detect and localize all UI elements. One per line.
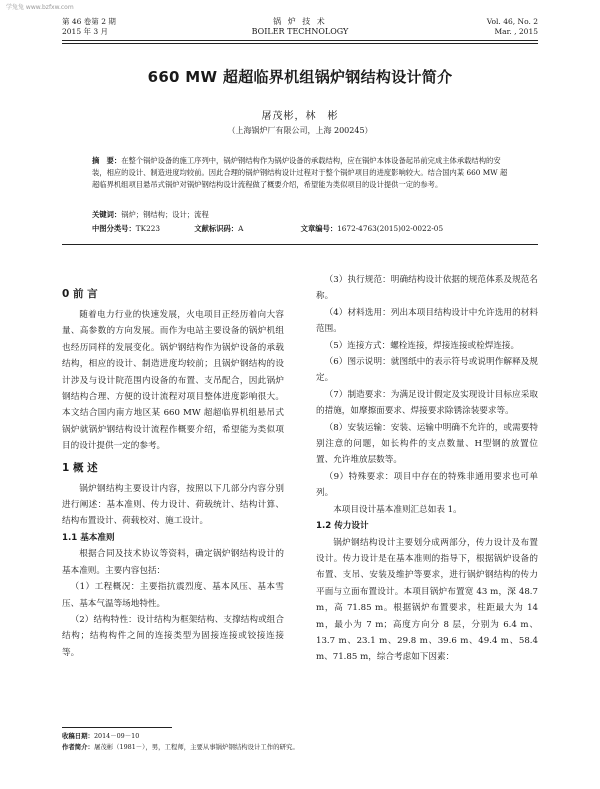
abstract-separator-rule xyxy=(62,244,538,245)
paragraph: 本项目设计基本准则汇总如表 1。 xyxy=(333,504,462,515)
issue-date: 2015 年 3 月 xyxy=(62,27,109,36)
author-bio: 屠茂彬（1981－），男，工程师，主要从事锅炉钢结构设计工作的研究。 xyxy=(93,743,299,751)
list-item: （5）连接方式：螺栓连接，焊接连接或栓焊连接。 xyxy=(324,340,520,351)
paragraph: 锅炉钢结构主要设计内容，按照以下几部分内容分别进行阐述：基本准则、传力设计、荷载统计、结构计算、结构布置设计、荷载校对、施工设计。 xyxy=(62,483,284,527)
paper-authors: 屠茂彬，林 彬 xyxy=(261,111,339,122)
journal-name-en: BOILER TECHNOLOGY xyxy=(251,27,349,36)
abstract-text: 在整个锅炉设备的施工序列中，锅炉钢结构作为锅炉设备的承载结构，应在锅炉本体设备起吊前完成主体承载结构的安装，相应的设计、制造进度均较前。因此合理的锅炉钢结构设计过程对于整个锅炉项目的进度影响较大。结合国内某 660 MW 超超临界机组项目悬吊式锅炉对锅炉钢结构设计流程做了概要介绍，希望能为类似项目的设计提供一定的参考。 xyxy=(92,156,508,190)
article-number-value: 1672-4763(2015)02-0022-05 xyxy=(337,224,444,233)
issue-date-en: Mar. , 2015 xyxy=(494,27,538,36)
received-date: 2014－09－10 xyxy=(93,732,140,740)
list-item: （7）制造要求：为满足设计假定及实现设计目标应采取的措施，如摩擦面要求、焊接要求除锈涂装要求等。 xyxy=(316,389,538,417)
abstract-label: 摘 要： xyxy=(92,156,122,165)
paper-title: 660 MW 超超临界机组锅炉钢结构设计简介 xyxy=(147,68,453,86)
doc-code-value: A xyxy=(238,224,244,233)
body-column-left xyxy=(62,281,284,661)
clc-label: 中图分类号： xyxy=(92,224,136,233)
footnote xyxy=(62,731,299,753)
body-column-right xyxy=(316,272,538,666)
volume-issue-en: Vol. 46, No. 2 xyxy=(486,17,538,26)
doc-code-label: 文献标识码： xyxy=(194,224,239,233)
clc-value: TK223 xyxy=(135,224,161,233)
header-rule-top xyxy=(62,40,538,41)
author-bio-label: 作者简介： xyxy=(62,743,94,751)
subsection-heading: 1.1 基本准则 xyxy=(62,532,115,543)
list-item: （1）工程概况：主要指抗震烈度、基本风压、基本雪压、基本气温等场地特性。 xyxy=(62,582,284,609)
header-rule-bottom xyxy=(62,43,538,44)
footnote-rule xyxy=(62,727,172,728)
list-item: （8）安装运输：安装、运输中明确不允许的，或需要特别注意的问题，如长构件的支点数量、H型钢的放置位置、允许堆放层数等。 xyxy=(316,422,538,466)
journal-volume-info-en xyxy=(487,17,538,37)
keywords xyxy=(92,210,209,220)
abstract xyxy=(92,155,512,192)
list-item: （6）图示说明：就图纸中的表示符号或说明作解释及规定。 xyxy=(316,357,538,384)
list-item: （2）结构特性：设计结构为框架结构、支撑结构或组合结构；结构构件之间的连接类型为固接连接或铰接连接等。 xyxy=(62,614,284,658)
paragraph: 锅炉钢结构设计主要划分成两部分，传力设计及布置设计。传力设计是在基本准则的指导下，根据锅炉设备的布置、支吊、安装及维护等要求，进行锅炉钢结构的传力平面与立面布置设计。本项目锅炉布置宽 43 m，深 48.7 m，高 71.85 m。根据锅炉布置要求，柱距最大为 14 m，最小为 7 m；高度方向分 8 层，分别为 6.4 m、13.7 m、23.1 m、29.8 m、39.6 m、49.4 m、58.4 m、71.85 m，综合考虑如下因素： xyxy=(316,537,538,663)
watermark: 学兔兔 www.bzfxw.com xyxy=(6,4,74,11)
paragraph: 根据合同及技术协议等资料，确定锅炉钢结构设计的基本准则。主要内容包括： xyxy=(62,549,284,576)
volume-issue: 第 46 卷第 2 期 xyxy=(62,17,116,26)
paragraph: 随着电力行业的快速发展，火电项目正经历着向大容量、高参数的方向发展。而作为电站主要设备的锅炉机组也经历同样的发展变化。锅炉钢结构作为锅炉设备的承载结构，相应的设计、制造进度均较前；且锅炉钢结构的设计涉及与设计院范围内设备的布置、支吊配合，因此锅炉钢结构合理、方便的设计流程对项目整体进度影响很大。本文结合国内南方地区某 660 MW 超超临界机组悬吊式锅炉就锅炉钢结构设计流程作概要介绍，希望能为类似项目的设计提供一定的参考。 xyxy=(62,310,284,452)
subsection-heading: 1.2 传力设计 xyxy=(316,521,369,532)
keywords-label: 关键词： xyxy=(92,210,122,219)
article-meta xyxy=(92,224,532,234)
list-item: （9）特殊要求：项目中存在的特殊非通用要求也可单列。 xyxy=(316,471,538,499)
section-heading: 0 前 言 xyxy=(62,288,98,300)
list-item: （3）执行规范：明确结构设计依据的规范体系及规范名称。 xyxy=(316,275,538,302)
received-label: 收稿日期： xyxy=(62,732,94,740)
article-number-label: 文章编号： xyxy=(300,224,338,233)
journal-name-cn: 锅 炉 技 术 xyxy=(273,17,327,26)
section-heading: 1 概 述 xyxy=(62,461,98,474)
author-affiliation: （上海锅炉厂有限公司，上海 200245） xyxy=(227,126,373,135)
keywords-text: 锅炉；钢结构；设计；流程 xyxy=(121,210,209,219)
list-item: （4）材料选用：列出本项目结构设计中允许选用的材料范围。 xyxy=(316,307,538,335)
